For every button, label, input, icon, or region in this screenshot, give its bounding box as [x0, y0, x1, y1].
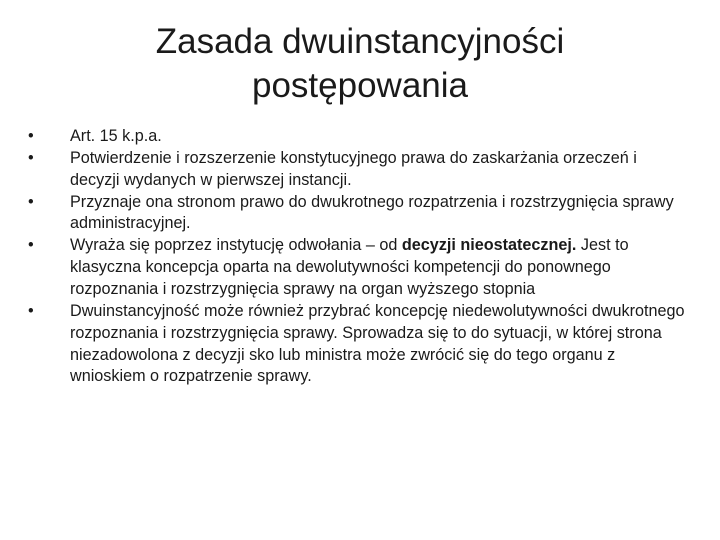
bullet-text: Potwierdzenie i rozszerzenie konstytucyjnego prawa do zaskarżania orzeczeń i decyzji wydanych w pierwszej instancji.: [70, 148, 637, 189]
bullet-icon: •: [28, 148, 34, 167]
bullet-text-bold: decyzji nieostatecznej.: [401, 236, 577, 255]
bullet-text: Dwuinstancyjność może również przybrać koncepcję niedewolutywności dwukrotnego rozpoznania i rozstrzygnięcia sprawy. Sprowadza się to do sytuacji, w której strona niezadowolona z decyzji sko lub ministra może zwrócić się do tego organu z wnioskiem o rozpatrzenie sprawy.: [70, 301, 685, 386]
bullet-icon: •: [28, 301, 34, 320]
bullet-item-non-devolutive: [28, 301, 688, 388]
bullet-text: Przyznaje ona stronom prawo do dwukrotnego rozpatrzenia i rozstrzygnięcia sprawy administracyjnej.: [70, 192, 674, 233]
bullet-icon: •: [28, 127, 34, 145]
bullet-text-after: Jest to klasyczna koncepcja oparta na dewolutywności kompetencji do ponownego rozpoznania i rozstrzygnięcia sprawy na organ wyższego stopnia: [70, 236, 629, 299]
bullet-text-before: Wyraża się poprzez instytucję odwołania – od: [70, 236, 402, 255]
bullet-item-confirmation: [28, 148, 688, 192]
bullet-list: [28, 126, 688, 388]
bullet-item-right-to-review: [28, 192, 688, 236]
bullet-icon: •: [28, 192, 34, 211]
bullet-icon: •: [28, 236, 34, 255]
slide-title: [60, 20, 660, 109]
bullet-item-article: [28, 126, 688, 148]
bullet-item-appeal: [28, 235, 688, 301]
bullet-text: Art. 15 k.p.a.: [70, 127, 162, 145]
slide-title-line-1: Zasada dwuinstancyjności: [155, 22, 565, 61]
slide-title-line-2: postępowania: [252, 66, 468, 106]
